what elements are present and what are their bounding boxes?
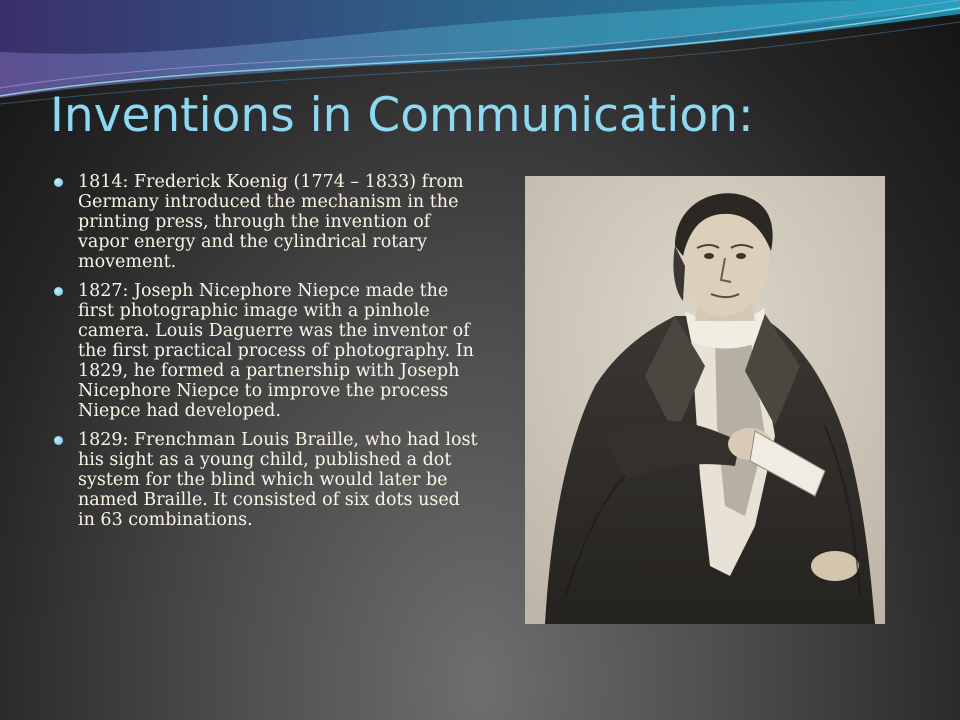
bullet-text: 1829: Frenchman Louis Braille, who had lost his sight as a young child, published a dot system for the blind which would later be named Braille. It consisted of six dots used in 63 combinations.	[78, 430, 478, 530]
bullet-dot-icon	[54, 436, 63, 445]
portrait-image	[525, 176, 885, 624]
bullet-item	[50, 281, 480, 421]
bullet-text: 1814: Frederick Koenig (1774 – 1833) from Germany introduced the mechanism in the printing press, through the invention of vapor energy and the cylindrical rotary movement.	[78, 172, 464, 272]
bullet-item	[50, 172, 480, 272]
bullet-item	[50, 430, 480, 530]
slide-title: Inventions in Communication:	[50, 88, 754, 143]
bullet-list	[50, 172, 480, 539]
portrait-drawing	[525, 176, 885, 624]
bullet-text: 1827: Joseph Nicephore Niepce made the first photographic image with a pinhole camera. Louis Daguerre was the inventor of the first practical process of photography. In 1829, he formed a partnership with Joseph Nicephore Niepce to improve the process Niepce had developed.	[78, 281, 474, 421]
bullet-dot-icon	[54, 178, 63, 187]
bullet-dot-icon	[54, 287, 63, 296]
